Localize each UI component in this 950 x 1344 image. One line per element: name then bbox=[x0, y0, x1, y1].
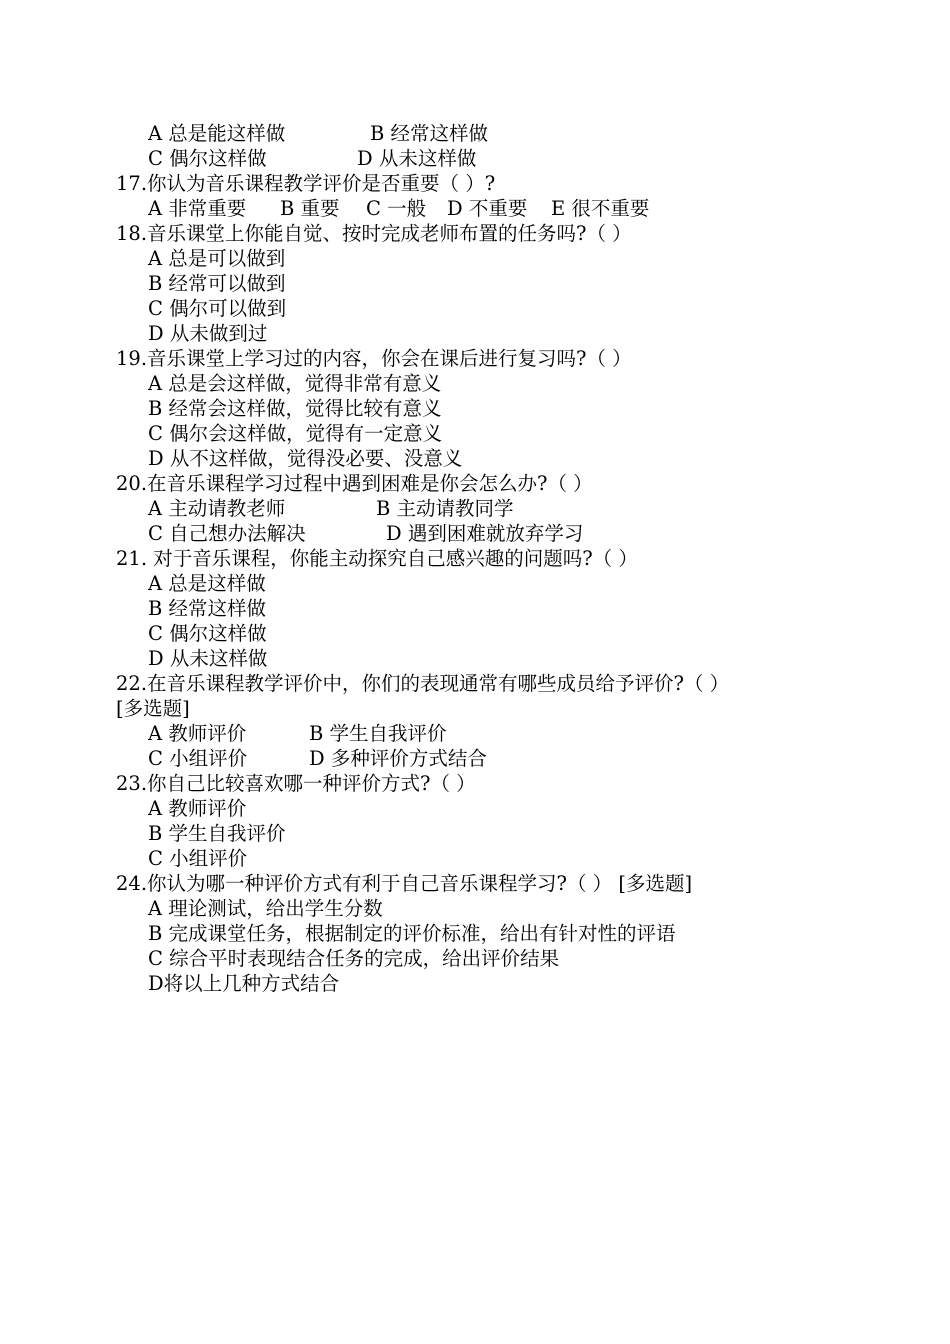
option: D 多种评价方式结合 bbox=[309, 747, 487, 770]
option: B 经常可以做到 bbox=[148, 272, 286, 295]
question-19: 19.音乐课堂上学习过的内容，你会在课后进行复习吗?（ ） bbox=[116, 347, 632, 370]
option-row bbox=[116, 146, 816, 171]
option: C 综合平时表现结合任务的完成，给出评价结果 bbox=[148, 947, 560, 970]
option-row bbox=[116, 521, 816, 546]
question-21: 21. 对于音乐课程，你能主动探究自己感兴趣的问题吗?（ ） bbox=[116, 547, 638, 570]
option: B 主动请教同学 bbox=[376, 497, 514, 520]
question-22-note: [多选题] bbox=[116, 697, 190, 720]
option: C 偶尔可以做到 bbox=[148, 297, 287, 320]
option: C 一般 bbox=[366, 197, 427, 220]
option: B 完成课堂任务，根据制定的评价标准，给出有针对性的评语 bbox=[148, 922, 676, 945]
option: D 从未这样做 bbox=[357, 147, 477, 170]
option: A 非常重要 bbox=[148, 197, 247, 220]
option: A 总是可以做到 bbox=[148, 247, 286, 270]
option: B 重要 bbox=[280, 197, 340, 220]
option: D将以上几种方式结合 bbox=[148, 972, 340, 995]
option-row bbox=[116, 196, 816, 221]
option: C 小组评价 bbox=[148, 747, 248, 770]
option: A 总是这样做 bbox=[148, 572, 266, 595]
option: A 教师评价 bbox=[148, 722, 247, 745]
option-row bbox=[116, 121, 816, 146]
option: A 理论测试，给出学生分数 bbox=[148, 897, 383, 920]
option: B 学生自我评价 bbox=[309, 722, 447, 745]
option: E 很不重要 bbox=[551, 197, 650, 220]
question-18: 18.音乐课堂上你能自觉、按时完成老师布置的任务吗?（ ） bbox=[116, 222, 632, 245]
question-17: 17.你认为音乐课程教学评价是否重要（ ）? bbox=[116, 172, 496, 195]
option: C 偶尔这样做 bbox=[148, 147, 267, 170]
option: C 偶尔这样做 bbox=[148, 622, 267, 645]
option: D 从未做到过 bbox=[148, 322, 268, 345]
option-row bbox=[116, 496, 816, 521]
question-23: 23.你自己比较喜欢哪一种评价方式?（ ） bbox=[116, 772, 476, 795]
option: B 学生自我评价 bbox=[148, 822, 286, 845]
option: D 从未这样做 bbox=[148, 647, 268, 670]
option: A 总是能这样做 bbox=[148, 122, 286, 145]
option: C 小组评价 bbox=[148, 847, 248, 870]
option: D 从不这样做，觉得没必要、没意义 bbox=[148, 447, 463, 470]
option: C 偶尔会这样做，觉得有一定意义 bbox=[148, 422, 443, 445]
option: A 教师评价 bbox=[148, 797, 247, 820]
option: B 经常这样做 bbox=[148, 597, 267, 620]
question-24: 24.你认为哪一种评价方式有利于自己音乐课程学习?（ ） [多选题] bbox=[116, 872, 693, 895]
option: D 遇到困难就放弃学习 bbox=[386, 522, 584, 545]
option-row bbox=[116, 721, 816, 746]
option-row bbox=[116, 746, 816, 771]
question-22: 22.在音乐课程教学评价中，你们的表现通常有哪些成员给予评价?（ ） bbox=[116, 672, 730, 695]
question-20: 20.在音乐课程学习过程中遇到困难是你会怎么办?（ ） bbox=[116, 472, 593, 495]
option: A 总是会这样做，觉得非常有意义 bbox=[148, 372, 442, 395]
option: B 经常会这样做，觉得比较有意义 bbox=[148, 397, 442, 420]
survey-content bbox=[116, 121, 816, 996]
option: A 主动请教老师 bbox=[148, 497, 286, 520]
option: D 不重要 bbox=[447, 197, 528, 220]
option: B 经常这样做 bbox=[370, 122, 489, 145]
option: C 自己想办法解决 bbox=[148, 522, 306, 545]
